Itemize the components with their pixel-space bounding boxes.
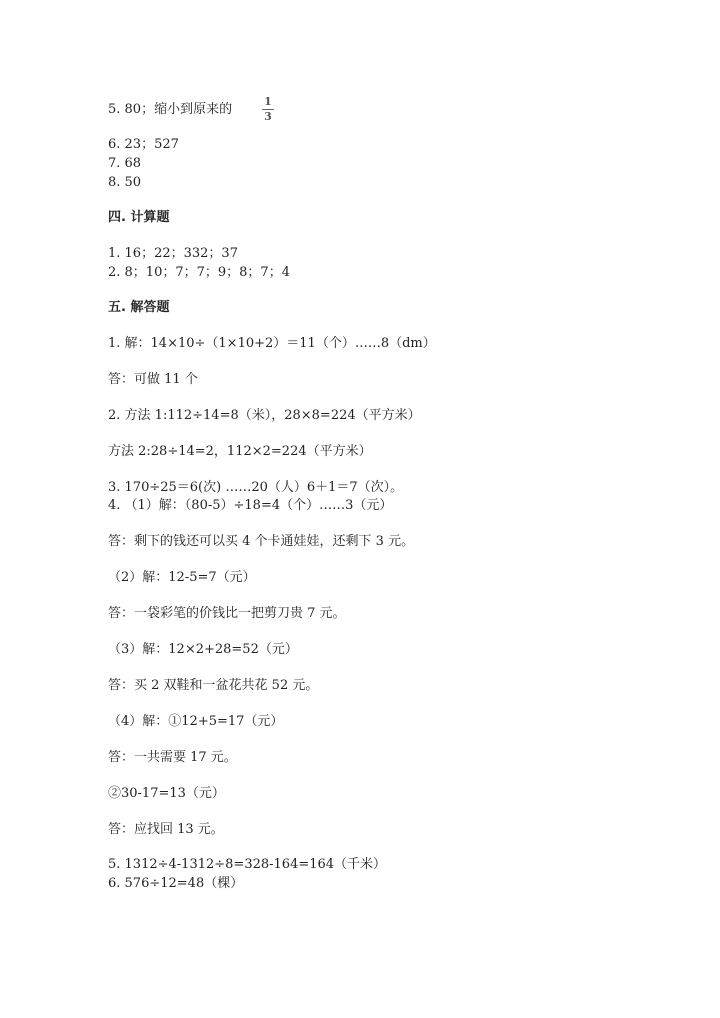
answer-3-5: 5. 80；缩小到原来的 xyxy=(108,102,233,117)
fraction-denominator: 3 xyxy=(264,110,272,123)
fraction-one-third xyxy=(261,96,275,123)
answer-4-1: 1. 16；22；332；37 xyxy=(108,246,238,261)
answer-3-8: 8. 50 xyxy=(108,175,142,190)
answer-5-1-answer: 答：可做 11 个 xyxy=(108,372,198,387)
answer-5-4-1-solution: 4. （1）解：（80-5）÷18=4（个）……3（元） xyxy=(108,498,393,513)
answer-5-2-method2: 方法 2:28÷14=2，112×2=224（平方米） xyxy=(108,444,372,459)
answer-5-3: 3. 170÷25＝6(次) ……20（人）6＋1＝7（次）。 xyxy=(108,480,404,495)
answer-4-2: 2. 8；10；7；7；9；8；7；4 xyxy=(108,265,290,280)
answer-5-4-4-answer: 答：一共需要 17 元。 xyxy=(108,750,237,765)
answer-5-4-1-answer: 答：剩下的钱还可以买 4 个卡通娃娃，还剩下 3 元。 xyxy=(108,534,415,549)
answer-5-2-method1: 2. 方法 1:112÷14=8（米），28×8=224（平方米） xyxy=(108,408,421,423)
answer-5-4-4-part2: ②30-17=13（元） xyxy=(108,786,225,801)
answer-3-6: 6. 23；527 xyxy=(108,137,179,152)
fraction-numerator: 1 xyxy=(264,95,272,108)
answer-5-6: 6. 576÷12=48（棵） xyxy=(108,876,244,891)
section-5-heading: 五. 解答题 xyxy=(108,300,170,315)
answer-5-1-solution: 1. 解：14×10÷（1×10+2）＝11（个）……8（dm） xyxy=(108,336,436,351)
answer-5-5: 5. 1312÷4-1312÷8=328-164=164（千米） xyxy=(108,857,387,872)
section-4-heading: 四. 计算题 xyxy=(108,210,170,225)
answer-5-4-4-solution: （4）解：①12+5=17（元） xyxy=(108,714,284,729)
answer-5-4-2-answer: 答：一袋彩笔的价钱比一把剪刀贵 7 元。 xyxy=(108,606,346,621)
answer-5-4-2-solution: （2）解：12-5=7（元） xyxy=(108,570,256,585)
answer-5-4-3-solution: （3）解：12×2+28=52（元） xyxy=(108,642,298,657)
answer-5-4-4-part2-answer: 答：应找回 13 元。 xyxy=(108,822,224,837)
answer-5-4-3-answer: 答：买 2 双鞋和一盆花共花 52 元。 xyxy=(108,678,319,693)
answer-3-7: 7. 68 xyxy=(108,156,142,171)
